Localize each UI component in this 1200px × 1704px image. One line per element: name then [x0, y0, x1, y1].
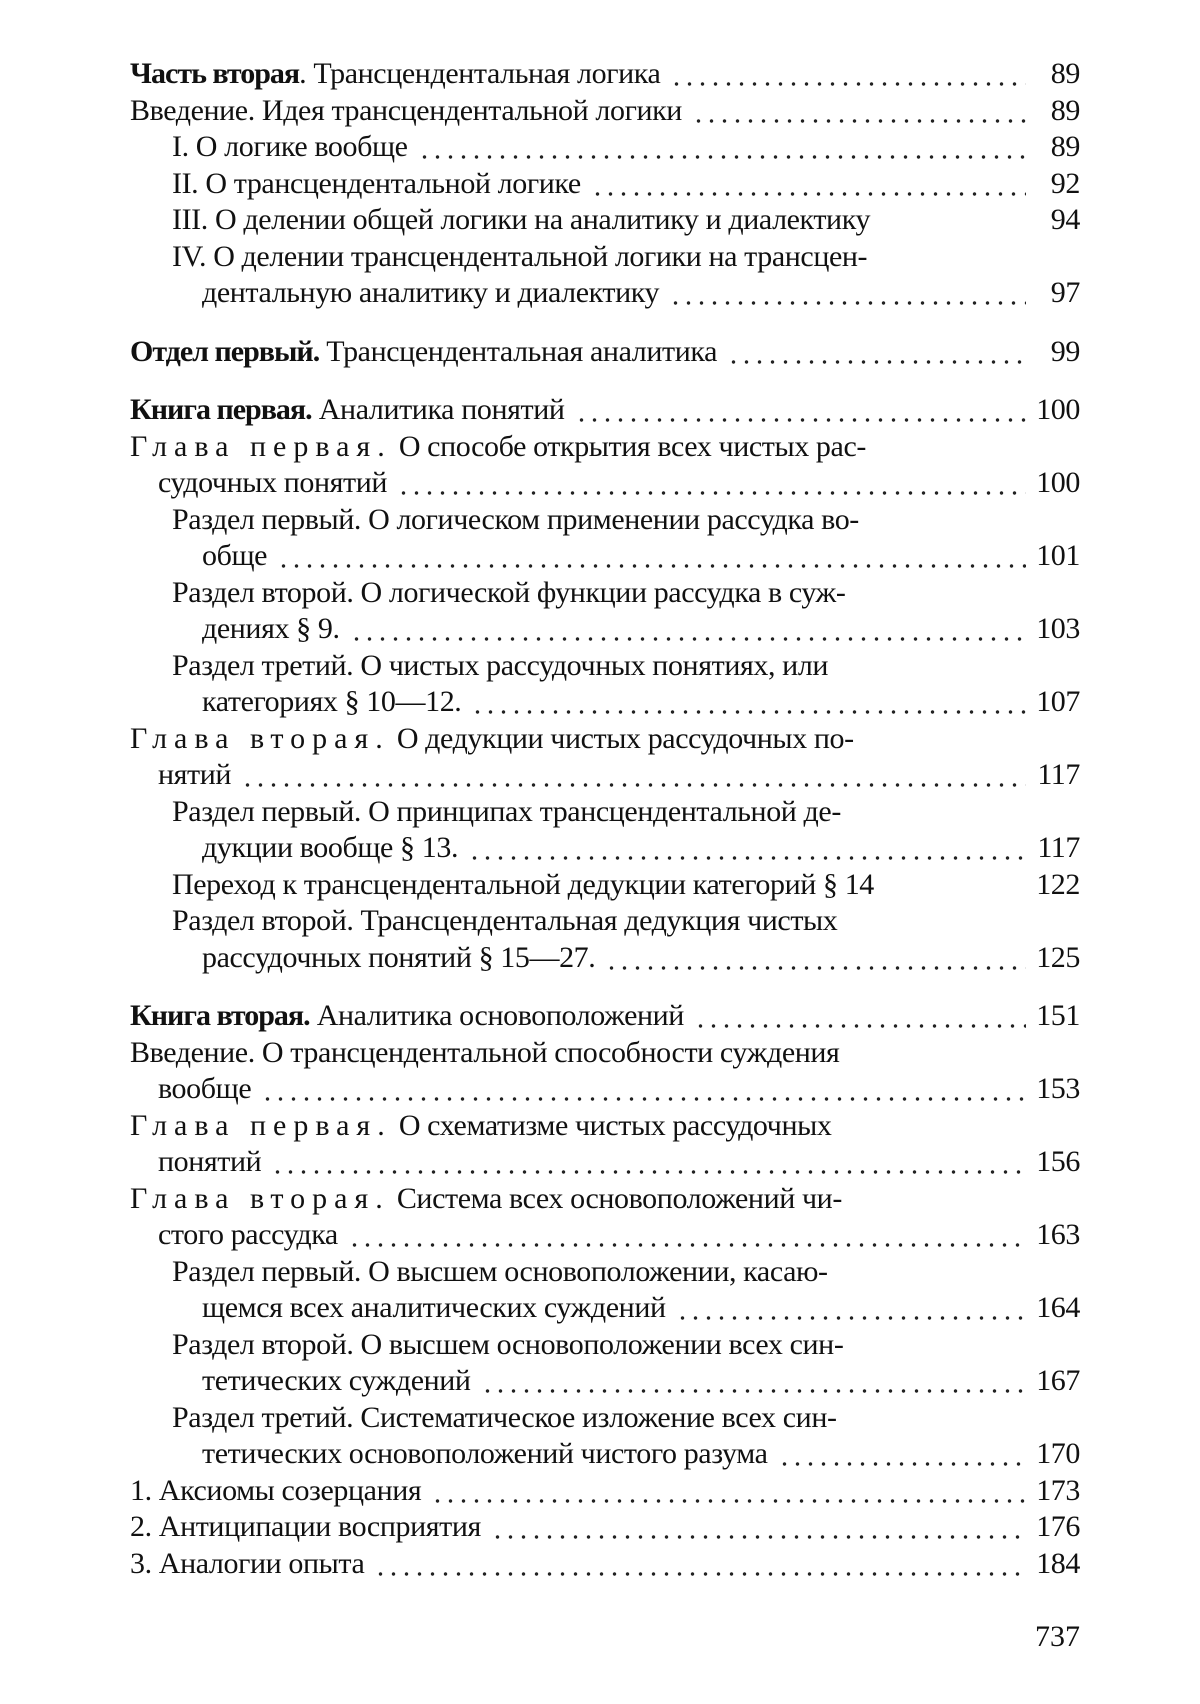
entry-title: 3. Аналогии опыта	[130, 1546, 365, 1580]
entry-title-continuation: дентальную аналитику и диалектику	[202, 276, 660, 309]
entry-chapter-label: Глава вторая.	[130, 721, 390, 755]
entry-title-continuation: обще	[202, 539, 268, 572]
entry-bold-label: Книга вторая.	[130, 999, 310, 1032]
dot-leader	[416, 129, 1026, 166]
entry-title: О схематизме чистых рассудочных	[391, 1108, 832, 1142]
dot-leader	[429, 1473, 1026, 1510]
entry-title: Раздел первый. О высшем основоположении, касаю-	[172, 1254, 828, 1288]
entry-page-number: 97	[1050, 276, 1080, 309]
table-of-contents	[130, 56, 1080, 1582]
toc-entry	[130, 129, 1080, 166]
dot-leader	[725, 334, 1026, 371]
toc-entry	[130, 56, 1080, 93]
dot-leader	[882, 867, 1026, 904]
dot-leader	[589, 166, 1026, 203]
entry-page-number: 125	[1036, 940, 1080, 974]
entry-title-continuation: рассудочных понятий § 15—27.	[202, 940, 596, 974]
dot-leader	[603, 940, 1026, 977]
toc-entry	[130, 575, 1080, 648]
dot-leader	[395, 465, 1026, 502]
entry-title-continuation: вообще	[158, 1072, 252, 1105]
entry-title: Раздел первый. О логическом применении рассудка во-	[172, 502, 859, 536]
entry-title: Раздел третий. О чистых рассудочных понятиях, или	[172, 648, 829, 682]
dot-leader	[878, 202, 1026, 239]
entry-page-number: 151	[1036, 999, 1080, 1032]
dot-leader	[674, 1290, 1026, 1327]
dot-leader	[692, 998, 1026, 1035]
toc-entry	[130, 1509, 1080, 1546]
dot-leader	[259, 1071, 1026, 1108]
entry-chapter-label: Глава первая.	[130, 429, 392, 463]
entry-page-number: 99	[1050, 334, 1080, 368]
entry-title: Система всех основоположений чи-	[389, 1181, 842, 1215]
toc-entry	[130, 392, 1080, 429]
page-number: 737	[1035, 1620, 1080, 1653]
entry-title-continuation: судочных понятий	[158, 466, 388, 499]
entry-page-number: 117	[1037, 758, 1080, 791]
toc-entry	[130, 1254, 1080, 1327]
dot-leader	[489, 1509, 1026, 1546]
entry-title: Раздел первый. О принципах трансцендентальной де-	[172, 794, 841, 828]
entry-bold-label: Книга первая.	[130, 393, 312, 426]
entry-title: Введение. Идея трансцендентальной логики	[130, 93, 682, 127]
entry-title: IV. О делении трансцендентальной логики на трансцен-	[172, 239, 868, 273]
dot-leader	[346, 1217, 1026, 1254]
toc-entry	[130, 998, 1080, 1035]
dot-leader	[668, 56, 1026, 93]
toc-entry	[130, 867, 1080, 904]
dot-leader	[466, 830, 1026, 867]
entry-page-number: 176	[1036, 1510, 1080, 1543]
entry-title: . Трансцендентальная логика	[299, 57, 661, 90]
entry-title: Трансцендентальная аналитика	[319, 334, 717, 368]
entry-title: Раздел третий. Систематическое изложение всех син-	[172, 1400, 837, 1434]
entry-page-number: 173	[1036, 1473, 1080, 1507]
entry-page-number: 164	[1036, 1291, 1080, 1324]
dot-leader	[469, 684, 1026, 721]
entry-page-number: 89	[1050, 130, 1080, 163]
entry-title: Аналитика понятий	[311, 393, 565, 426]
dot-leader	[269, 1144, 1026, 1181]
dot-leader	[776, 1436, 1026, 1473]
toc-entry	[130, 166, 1080, 203]
entry-title: О дедукции чистых рассудочных по-	[389, 721, 854, 755]
dot-leader	[690, 93, 1026, 130]
entry-title-continuation: понятий	[158, 1145, 262, 1178]
entry-chapter-label: Глава первая.	[130, 1108, 392, 1142]
toc-entry	[130, 1035, 1080, 1108]
entry-page-number: 92	[1050, 166, 1080, 200]
toc-entry	[130, 202, 1080, 239]
toc-entry	[130, 903, 1080, 976]
dot-leader	[372, 1546, 1026, 1583]
entry-title-continuation: стого рассудка	[158, 1218, 338, 1251]
dot-leader	[239, 757, 1026, 794]
toc-entry	[130, 239, 1080, 312]
entry-chapter-label: Глава вторая.	[130, 1181, 390, 1215]
entry-title: I. О логике вообще	[172, 130, 408, 163]
entry-title: Аналитика основоположений	[309, 999, 684, 1032]
entry-page-number: 117	[1037, 831, 1080, 864]
dot-leader	[479, 1363, 1026, 1400]
dot-leader	[275, 538, 1026, 575]
section-gap	[130, 976, 1080, 998]
toc-entry	[130, 429, 1080, 502]
dot-leader	[667, 275, 1026, 312]
entry-title: Переход к трансцендентальной дедукции категорий § 14	[172, 867, 874, 901]
toc-entry	[130, 1473, 1080, 1510]
toc-entry	[130, 1327, 1080, 1400]
entry-page-number: 122	[1036, 867, 1080, 901]
toc-entry	[130, 334, 1080, 371]
entry-page-number: 153	[1036, 1072, 1080, 1105]
entry-page-number: 103	[1036, 612, 1080, 645]
toc-entry	[130, 1546, 1080, 1583]
entry-page-number: 184	[1036, 1546, 1080, 1580]
toc-entry	[130, 1400, 1080, 1473]
toc-entry	[130, 721, 1080, 794]
toc-entry	[130, 648, 1080, 721]
toc-entry	[130, 794, 1080, 867]
entry-page-number: 163	[1036, 1218, 1080, 1251]
entry-page-number: 100	[1036, 466, 1080, 499]
entry-page-number: 100	[1036, 393, 1080, 426]
entry-title: 1. Аксиомы созерцания	[130, 1473, 422, 1507]
entry-bold-label: Отдел первый.	[130, 334, 320, 368]
toc-entry	[130, 93, 1080, 130]
entry-page-number: 156	[1036, 1145, 1080, 1178]
section-gap	[130, 370, 1080, 392]
section-gap	[130, 312, 1080, 334]
entry-page-number: 89	[1050, 57, 1080, 90]
entry-title: II. О трансцендентальной логике	[172, 166, 581, 200]
entry-title-continuation: дукции вообще § 13.	[202, 831, 459, 864]
entry-title-continuation: нятий	[158, 758, 232, 791]
entry-title: III. О делении общей логики на аналитику и диалектику	[172, 203, 871, 236]
entry-page-number: 170	[1036, 1437, 1080, 1470]
toc-entry	[130, 502, 1080, 575]
dot-leader	[573, 392, 1026, 429]
entry-page-number: 167	[1036, 1364, 1080, 1397]
entry-title: 2. Антиципации восприятия	[130, 1510, 481, 1543]
entry-title-continuation: тетических основоположений чистого разума	[202, 1437, 768, 1470]
entry-title-continuation: дениях § 9.	[202, 612, 340, 645]
toc-entry	[130, 1108, 1080, 1181]
entry-title: О способе открытия всех чистых рас-	[391, 429, 866, 463]
toc-entry	[130, 1181, 1080, 1254]
entry-title-continuation: категориях § 10—12.	[202, 685, 462, 718]
entry-title: Раздел второй. О высшем основоположении всех син-	[172, 1327, 844, 1361]
entry-title: Введение. О трансцендентальной способности суждения	[130, 1035, 840, 1069]
entry-page-number: 94	[1050, 203, 1080, 236]
entry-title: Раздел второй. Трансцендентальная дедукция чистых	[172, 904, 838, 937]
entry-title: Раздел второй. О логической функции рассудка в суж-	[172, 575, 846, 609]
dot-leader	[348, 611, 1026, 648]
entry-title-continuation: щемся всех аналитических суждений	[202, 1291, 666, 1324]
entry-title-continuation: тетических суждений	[202, 1364, 471, 1397]
entry-bold-label: Часть вторая	[130, 57, 300, 90]
entry-page-number: 101	[1036, 539, 1080, 572]
entry-page-number: 89	[1050, 93, 1080, 127]
entry-page-number: 107	[1036, 685, 1080, 718]
